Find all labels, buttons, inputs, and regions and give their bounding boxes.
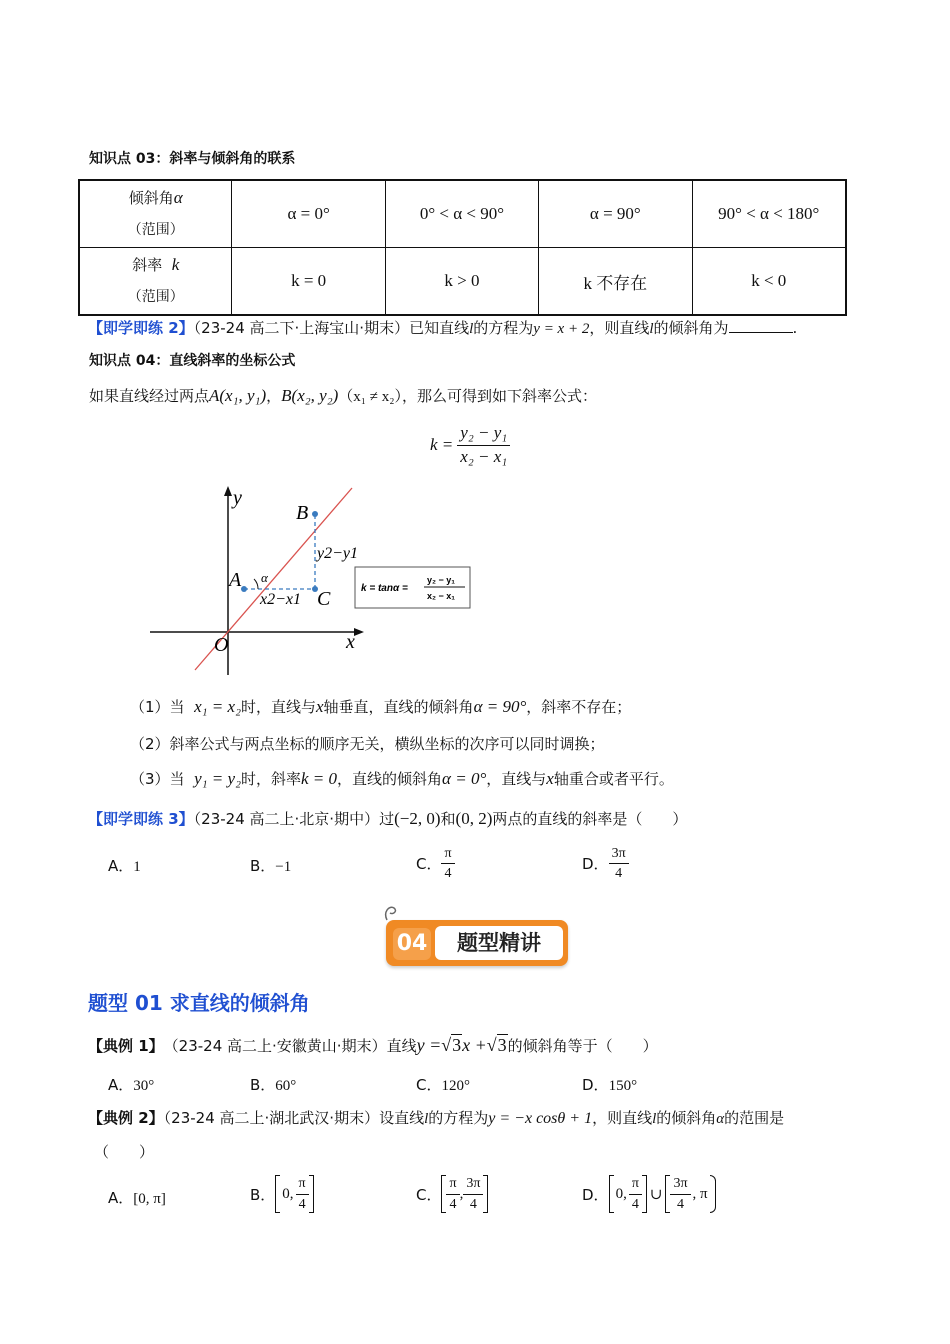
answer-paren: （ ）: [94, 1143, 155, 1161]
exercise-source: （23-24 高二上·北京·期中）: [193, 810, 380, 828]
point-a-dot: [241, 586, 247, 592]
text: ，则直线: [589, 319, 650, 337]
text: （3）当: [130, 770, 185, 788]
point-1: (−2, 0): [394, 809, 441, 828]
formula-numerator: y₂ − y₁: [457, 424, 510, 446]
exercise-tag: 【即学即练 3】: [88, 810, 194, 828]
option-label: C．: [416, 1076, 442, 1094]
banner-title: 题型精讲: [435, 926, 563, 960]
equation: y = x + 2: [533, 321, 590, 337]
alpha-label: α: [261, 570, 268, 585]
option-b[interactable]: [250, 1175, 314, 1213]
point-c-label: C: [317, 588, 331, 610]
k-value: k = 0: [301, 769, 338, 788]
text: ，那么可得到如下斜率公式：: [401, 387, 597, 405]
interval-numerator: π: [629, 1176, 642, 1194]
angle-value: α = 0°: [442, 769, 487, 788]
kp03-title: 知识点 03：斜率与倾斜角的联系: [89, 151, 296, 167]
box-numerator: y₂ − y₁: [427, 575, 455, 585]
option-label: A．: [108, 1189, 134, 1207]
origin-label: O: [214, 634, 229, 656]
option-d[interactable]: [582, 1175, 716, 1213]
alpha-arc: [254, 579, 258, 589]
interval-lead: 0,: [282, 1185, 294, 1202]
text: .: [792, 319, 798, 337]
y-axis-arrow: [224, 486, 232, 496]
interval-denominator: 4: [449, 1196, 457, 1212]
condition: （x₁ ≠ x₂）: [338, 389, 402, 405]
text: 的倾斜角: [656, 1109, 717, 1127]
text: 过: [379, 810, 395, 828]
option-a[interactable]: [108, 1187, 166, 1208]
text: 设直线: [379, 1109, 425, 1127]
text: 时，斜率: [240, 770, 301, 788]
option-label: D．: [582, 1185, 609, 1204]
text: 轴垂直，直线的倾斜角: [323, 698, 474, 716]
text: 的倾斜角为: [653, 319, 729, 337]
x-axis-arrow: [354, 628, 364, 636]
option-label: A．: [108, 857, 134, 875]
option-value: 150°: [608, 1078, 638, 1094]
interval-denominator: 4: [677, 1196, 684, 1212]
sqrt-arg: 3: [452, 1035, 462, 1055]
option-label: C．: [416, 1185, 442, 1204]
kp04-intro: [89, 385, 597, 406]
option-value: [0, π]: [133, 1191, 166, 1207]
table-cell: k > 0: [385, 248, 538, 316]
angle-value: α = 90°: [473, 697, 527, 716]
banner-number: 04: [393, 928, 431, 960]
k-symbol: k: [171, 255, 180, 274]
option-label: D．: [582, 855, 609, 874]
slope-label: 斜率: [132, 256, 163, 274]
union-symbol: ∪: [649, 1186, 663, 1203]
exercise-2: [88, 317, 797, 338]
slope-formula: [430, 424, 510, 466]
interval: [665, 1175, 715, 1213]
interval-numerator: 3π: [670, 1176, 690, 1194]
table-cell: k < 0: [692, 248, 846, 316]
text: ，斜率不存在；: [526, 698, 632, 716]
var-l: l: [424, 1111, 429, 1127]
note-1: [130, 696, 631, 717]
condition: x₁ = x₂: [194, 697, 241, 716]
sqrt-arg: 3: [497, 1035, 507, 1055]
option-c[interactable]: [416, 1175, 488, 1213]
table-row-header-angle: [79, 180, 232, 248]
point-2: (0, 2): [455, 809, 493, 828]
table-row-header-slope: [79, 248, 232, 316]
interval-numerator: π: [446, 1176, 459, 1194]
point-b: B(x₂, y₂): [281, 386, 339, 405]
option-value: 30°: [133, 1078, 155, 1094]
table-cell: 90° < α < 180°: [692, 180, 846, 248]
example-1: [88, 1034, 658, 1056]
interval: [275, 1175, 313, 1213]
var-l: l: [652, 1111, 657, 1127]
type01-title: 题型 01 求直线的倾斜角: [88, 991, 310, 1015]
text: （1）当: [130, 698, 185, 716]
slope-angle-table: [78, 179, 847, 316]
option-label: A．: [108, 1076, 134, 1094]
interval: $\frac{\pi}{4}$ , $\frac{3\pi}{4}$: [441, 1175, 488, 1213]
axis-var: x: [546, 769, 554, 788]
example-source: （23-24 高二上·安徽黄山·期末）: [163, 1036, 387, 1055]
option-label: B．: [250, 1185, 276, 1204]
point-b-label: B: [296, 502, 309, 524]
range-label: （范围）: [127, 222, 184, 238]
text: 的倾斜角等于（ ）: [507, 1036, 658, 1055]
text: 的方程为: [473, 319, 534, 337]
interval-numerator: 3π: [463, 1176, 483, 1194]
text: ，则直线: [592, 1109, 653, 1127]
axis-x-label: x: [346, 631, 355, 653]
option-c[interactable]: [416, 846, 455, 882]
dx-label: x2−x1: [260, 591, 301, 608]
option-c[interactable]: [416, 1074, 470, 1095]
exercise-tag: 【即学即练 2】: [88, 319, 194, 337]
sqrt-sign: √: [486, 1034, 497, 1055]
text: 时，直线与: [240, 698, 316, 716]
alpha-symbol: α: [173, 188, 183, 207]
option-label: C．: [416, 855, 442, 874]
condition: y₁ = y₂: [194, 769, 241, 788]
option-numerator: π: [441, 846, 454, 864]
option-label: B．: [250, 857, 276, 875]
var-l: l: [469, 321, 474, 337]
interval: [609, 1175, 647, 1213]
range-label: （范围）: [127, 289, 184, 305]
option-numerator: 3π: [609, 846, 629, 864]
interval-tail: , π: [692, 1185, 708, 1202]
text: 的方程为: [428, 1109, 489, 1127]
text: 的范围是: [724, 1109, 785, 1127]
text: ，直线的倾斜角: [337, 770, 443, 788]
option-value: 120°: [441, 1078, 470, 1094]
example-2: [88, 1107, 784, 1128]
interval-denominator: 4: [631, 1196, 639, 1212]
kp04-title: 知识点 04：直线斜率的坐标公式: [89, 353, 296, 369]
table-cell: k = 0: [232, 248, 385, 316]
text: ，直线与: [486, 770, 547, 788]
box-lhs: k = tanα =: [361, 583, 408, 594]
eq-part: y =: [416, 1034, 442, 1055]
equation: y = −x cosθ + 1: [488, 1110, 593, 1127]
option-d[interactable]: [582, 1074, 637, 1095]
example-source: （23-24 高二上·湖北武汉·期末）: [163, 1109, 380, 1127]
alpha-var: α: [716, 1111, 725, 1127]
text: 如果直线经过两点: [89, 387, 210, 405]
option-value: −1: [275, 859, 292, 875]
axis-var: x: [316, 697, 324, 716]
point-b-dot: [312, 511, 318, 517]
example-tag: 【典例 1】: [88, 1036, 164, 1055]
option-value: 1: [133, 859, 141, 875]
eq-part: x +: [462, 1034, 487, 1055]
note-3: [130, 768, 674, 789]
text: 和: [440, 810, 456, 828]
point-a-label: A: [229, 569, 242, 591]
text: 直线: [386, 1036, 417, 1055]
interval-lead: 0,: [615, 1185, 627, 1202]
option-a[interactable]: [108, 1074, 154, 1095]
interval-numerator: π: [296, 1176, 309, 1194]
dy-label: y2−y1: [317, 545, 358, 562]
exercise-source: （23-24 高二下·上海宝山·期末）: [193, 319, 410, 337]
option-label: D．: [582, 1076, 609, 1094]
answer-blank[interactable]: [729, 332, 793, 333]
table-cell: α = 0°: [232, 180, 385, 248]
option-value: 60°: [275, 1078, 297, 1094]
table-cell: α = 90°: [539, 180, 692, 248]
option-a[interactable]: [108, 855, 141, 876]
table-cell: 0° < α < 90°: [385, 180, 538, 248]
var-l: l: [649, 321, 654, 337]
option-denominator: 4: [444, 866, 452, 882]
text: 两点的直线的斜率是（ ）: [492, 810, 688, 828]
formula-denominator: x₂ − x₁: [460, 446, 508, 466]
axis-y-label: y: [233, 487, 242, 509]
angle-label: 倾斜角: [128, 189, 174, 207]
box-denominator: x₂ − x₁: [427, 591, 455, 601]
text: 已知直线: [409, 319, 470, 337]
option-b[interactable]: [250, 1074, 296, 1095]
option-d[interactable]: [582, 846, 629, 882]
option-b[interactable]: [250, 855, 291, 876]
option-label: B．: [250, 1076, 276, 1094]
option-denominator: 4: [615, 866, 623, 882]
note-2: （2）斜率公式与两点坐标的顺序无关，横纵坐标的次序可以同时调换；: [130, 735, 605, 753]
section-banner: [381, 902, 571, 972]
table-cell: k 不存在: [539, 248, 692, 316]
text: 轴重合或者平行。: [553, 770, 674, 788]
slope-diagram: [140, 480, 485, 685]
formula-lhs: k =: [430, 435, 454, 455]
text: ，: [266, 387, 282, 405]
sqrt-sign: √: [441, 1034, 452, 1055]
example-tag: 【典例 2】: [88, 1109, 164, 1127]
interval-denominator: 4: [298, 1196, 306, 1212]
exercise-3: [88, 808, 687, 829]
point-a: A(x₁, y₁): [209, 386, 267, 405]
interval-denominator: 4: [469, 1196, 477, 1212]
